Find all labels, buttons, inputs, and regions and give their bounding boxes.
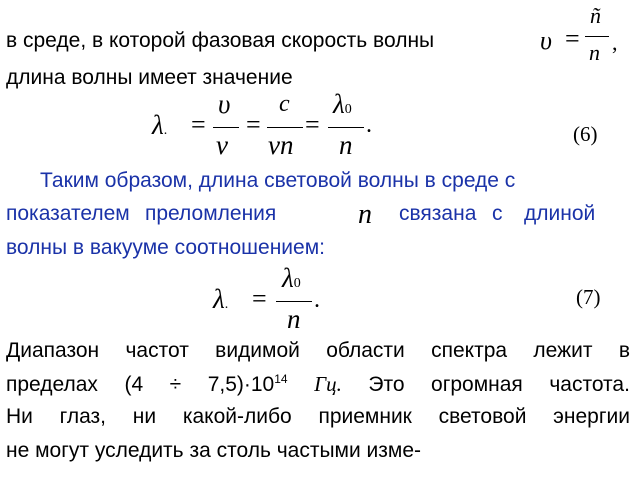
frac-numerator: λ0: [282, 263, 301, 293]
equals-sign: =: [191, 110, 206, 139]
frac1-numerator: υ: [218, 89, 231, 119]
frac2-denominator: νn: [268, 130, 294, 160]
paragraph2-line-2: [6, 199, 630, 230]
equals-sign: =: [246, 110, 261, 139]
fraction-bar: [585, 36, 609, 37]
paragraph3-line-2: пределах $(4 \div 7,5)\cdot 10^{14}$ Гц. Это огромная частота.: [6, 372, 630, 396]
velocity-symbol: υ: [540, 26, 552, 55]
frac-bar: [276, 301, 312, 302]
frac2-bar: [267, 127, 303, 128]
frac-denominator: n: [287, 304, 301, 334]
frac3-numerator: λ0: [333, 89, 352, 119]
fraction-denominator: n: [589, 40, 600, 65]
word: длиной: [524, 202, 596, 225]
word: связана: [399, 202, 477, 225]
lambda-symbol: λ.: [152, 110, 168, 140]
fraction-numerator: ñ: [590, 3, 601, 28]
paragraph3-line-4: не могут уследить за столь частыми изме-: [6, 439, 422, 462]
word: преломления: [145, 202, 277, 225]
unit-hz: Гц.: [314, 372, 342, 396]
paragraph2-line-3: волны в вакууме соотношением:: [6, 236, 325, 259]
paragraph2-line-1: Таким образом, длина световой волны в среде с: [40, 169, 516, 192]
paragraph3-line-3: Ни глаз, ни какой-либо приемник световой энергии: [6, 405, 630, 428]
period: .: [314, 287, 320, 313]
equation-number-7: (7): [576, 285, 601, 309]
equals-sign: =: [252, 284, 267, 313]
lambda-symbol: λ.: [213, 284, 229, 314]
equals-sign: =: [565, 24, 580, 53]
frac2-numerator: c: [279, 91, 290, 117]
word: показателем: [6, 202, 130, 225]
word: с: [492, 202, 503, 225]
frac1-denominator: ν: [216, 130, 228, 160]
frac3-bar: [328, 127, 364, 128]
refractive-index-symbol: n: [358, 199, 372, 230]
equation-number-6: (6): [573, 122, 598, 146]
period: .: [366, 112, 372, 138]
equals-sign: =: [305, 110, 320, 139]
intro-line-1: в среде, в которой фазовая скорость волны: [6, 29, 435, 52]
frac3-denominator: n: [339, 130, 353, 160]
exponent: 14: [274, 372, 288, 386]
comma: ,: [612, 30, 618, 55]
frac1-bar: [213, 127, 239, 128]
paragraph3-line-1: Диапазон частот видимой области спектра лежит в: [6, 339, 630, 362]
intro-line-2: длина волны имеет значение: [6, 66, 293, 89]
